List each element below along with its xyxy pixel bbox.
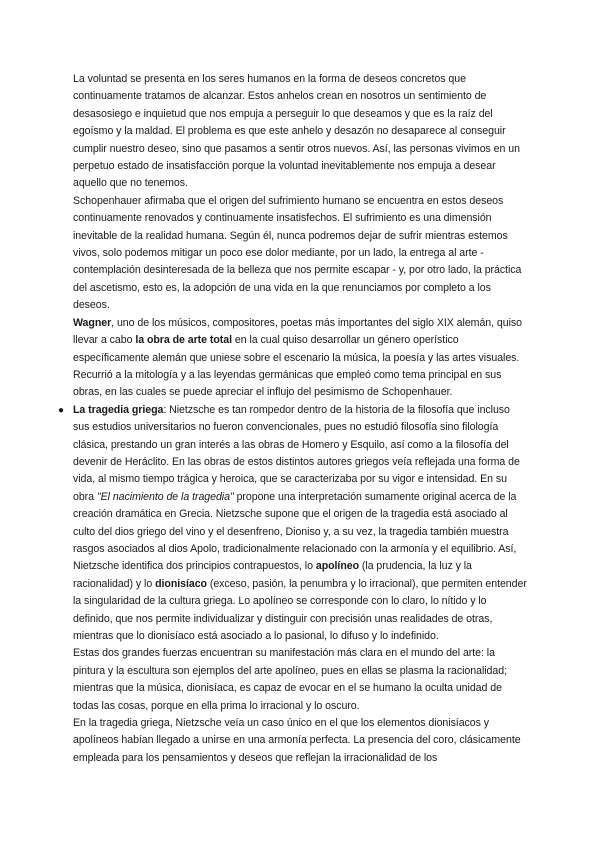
- paragraph-wagner: [73, 315, 527, 402]
- paragraph-tragedia-union: En la tragedia griega, Nietzsche veía un caso único en el que los elementos dionisíacos y apolíneos habían llegado a unirse en una armonía perfecta. La presencia del coro, clásicamente empleada para los pensamientos y deseos que reflejan la irracionalidad de los: [73, 717, 521, 764]
- paragraph-voluntad: La voluntad se presenta en los seres humanos en la forma de deseos concretos que continuamente tratamos de alcanzar. Estos anhelos crean en nosotros un sentimiento de desasosiego e inquietud que nos empuja a perseguir lo que deseamos y que es la raíz del egoísmo y la maldad. El problema es que este anhelo y desazón no desaparece al conseguir cumplir nuestro deseo, sino que pasamos a sentir otros nuevos. Así, las personas vivimos en un perpetuo estado de insatisfacción porque la voluntad inevitablemente nos empuja a desear aquello que no tenemos.: [73, 73, 520, 190]
- wagner-name: Wagner: [73, 316, 112, 329]
- paragraph-dos-fuerzas: Estas dos grandes fuerzas encuentran su manifestación más clara en el mundo del arte: la pintura y la escultura son ejemplos del arte apolíneo, pues en ellas se plasma la racionalidad; mientras que la música, dionisíaca, es capaz de evocar en el se humano la oculta unidad de todas las cosas, porque en ella prima lo irracional y lo oscuro.: [73, 647, 507, 712]
- tragedia-text-1: : Nietzsche es tan rompedor dentro de la historia de la filosofía que incluso sus estudios universitarios no fueron convencionales, pues no estudió filosofía sino filología clásica, prestando un gran interés a las obras de Homero y Esquilo, así como a la filosofía del devenir de Heráclito. En las obras de estos distintos autores griegos veía reflejada una forma de vida, al mismo tiempo trágica y heroica, que se caracterizaba por su vigor e intensidad. En su obra: [73, 403, 520, 503]
- tragedia-text-2: propone una interpretación sumamente original acerca de la creación dramática en Grecia. Nietzsche supone que el origen de la tragedia está asociado al culto del dios griego del vino y el desenfreno, Dioniso y, a su vez, la tragedia también muestra rasgos asociados al dios Apolo, tradicionalmente relacionado con la armonía y el equilibrio. Así, Nietzsche identifica dos principios contrapuestos, lo: [73, 490, 517, 573]
- wagner-text-2: en la cual quiso desarrollar un género operístico específicamente alemán que uniese sobre el escenario la música, la poesía y las artes visuales. Recurrió a la mitología y a las leyendas germánicas que empleó como tema principal en sus obras, en las cuales se puede apreciar el influjo del pesimismo de Schopenhauer.: [73, 334, 520, 399]
- bullet-tragedia-griega: [58, 402, 527, 646]
- tragedia-heading: La tragedia griega: [73, 403, 164, 416]
- book-title: "El nacimiento de la tragedia": [96, 490, 234, 503]
- wagner-text-1: , uno de los músicos, compositores, poetas más importantes del siglo XIX alemán, quiso llevar a cabo: [73, 316, 522, 347]
- document-body: [58, 71, 527, 767]
- bullet-dot-icon: ●: [58, 404, 64, 416]
- apolineo-term: apolíneo: [315, 560, 360, 573]
- paragraph-schopenhauer: Schopenhauer afirmaba que el origen del sufrimiento humano se encuentra en estos deseos continuamente renovados y continuamente insatisfechos. El sufrimiento es una dimensión inevitable de la realidad humana. Según él, nunca podremos dejar de sufrir mientras estemos vivos, solo podemos mitigar un poco ese dolor mediante, por un lado, la entrega al arte - contemplación desinteresada de la belleza que nos permite escapar - y, por otro lado, la práctica del ascetismo, esto es, la adopción de una vida en la que renunciamos por completo a los deseos.: [73, 194, 522, 312]
- dionisiaco-term: dionisíaco: [155, 577, 207, 590]
- tragedia-text-3: (la prudencia, la luz y la racionalidad) y lo: [73, 560, 472, 590]
- tragedia-text-4: (exceso, pasión, la penumbra y lo irracional), que permiten entender la singularidad de la cultura griega. Lo apolíneo se corresponde con lo claro, lo nítido y lo definido, que nos permite individualizar y distinguir con precisión unas realidades de otras, mientras que lo dionisíaco está asociado a lo pasional, lo difuso y lo indefinido.: [73, 577, 527, 642]
- obra-de-arte-total: la obra de arte total: [135, 334, 232, 347]
